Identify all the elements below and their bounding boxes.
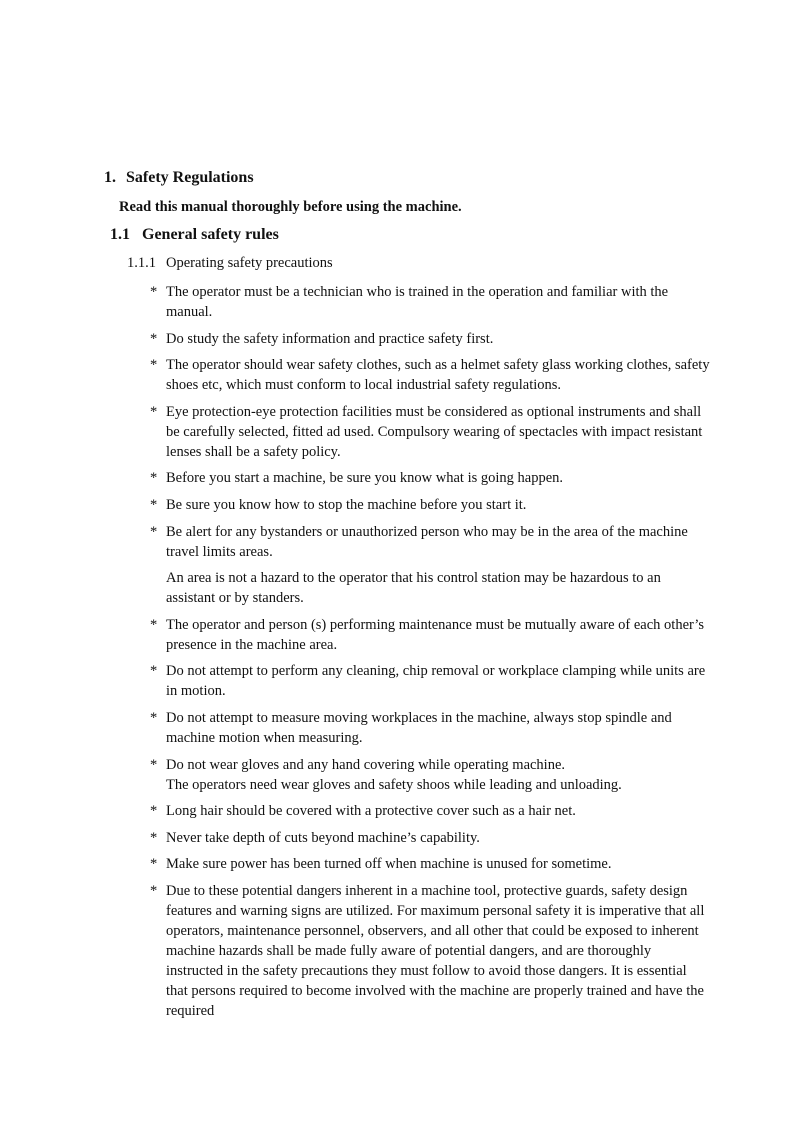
rule-text: Eye protection-eye protection facilities must be considered as optional instruments and shall be carefully selected, fitted ad used. Compulsory wearing of spectacles with impact resistant lenses shall be a safety policy. [166,403,703,460]
safety-rules-list [150,282,710,1028]
rule-text: The operator and person (s) performing maintenance must be mutually aware of each other’s presence in the machine area. [166,616,705,653]
bullet-asterisk: * [150,856,158,873]
rule-text: Do study the safety information and practice safety first. [166,330,494,347]
rule-second-line: The operators need wear gloves and safety shoos while leading and unloading. [166,776,622,793]
list-item [150,661,710,701]
rule-text: The operator should wear safety clothes, such as a helmet safety glass working clothes, safety shoes etc, which must conform to local industrial safety regulations. [166,357,710,394]
section-number: 1. [104,169,116,186]
section-intro: Read this manual thoroughly before using the machine. [119,199,462,215]
bullet-asterisk: * [150,616,158,633]
list-item [150,881,710,1021]
list-item [150,282,710,322]
bullet-asterisk: * [150,882,158,899]
bullet-asterisk: * [150,829,158,846]
bullet-asterisk: * [150,709,158,726]
subsection-title: General safety rules [142,226,279,243]
bullet-asterisk: * [150,803,158,820]
bullet-asterisk: * [150,663,158,680]
rule-text: Long hair should be covered with a protective cover such as a hair net. [166,803,576,820]
bullet-asterisk: * [150,756,158,773]
list-item [150,522,710,609]
section-title: Safety Regulations [126,169,254,186]
list-item [150,755,710,795]
list-item [150,801,710,821]
list-item [150,854,710,874]
rule-text: Make sure power has been turned off when machine is unused for sometime. [166,856,612,873]
list-item [150,615,710,655]
subsubsection-number: 1.1.1 [127,255,156,271]
rule-text: Do not wear gloves and any hand covering while operating machine. [166,756,566,773]
rule-note: An area is not a hazard to the operator that his control station may be hazardous to an assistant or by standers. [166,570,661,607]
rule-text: Do not attempt to perform any cleaning, chip removal or workplace clamping while units are in motion. [166,663,706,700]
list-item [150,495,710,515]
list-item [150,355,710,395]
rule-text: Do not attempt to measure moving workplaces in the machine, always stop spindle and machine motion when measuring. [166,709,672,746]
rule-text: Due to these potential dangers inherent in a machine tool, protective guards, safety design features and warning signs are utilized. For maximum personal safety it is imperative that all operators, maintenance personnel, observers, and all other that could be exposed to inherent machine hazards shall be made fully aware of potential dangers, and are thoroughly instructed in the safety precautions they must follow to avoid those dangers. It is essential that persons required to become involved with the machine are properly trained and have the required [166,882,705,1019]
list-item [150,708,710,748]
section-heading [104,169,254,187]
rule-text: Never take depth of cuts beyond machine’s capability. [166,829,480,846]
subsection-heading [110,226,279,244]
list-item [150,402,710,462]
list-item [150,468,710,488]
bullet-asterisk: * [150,403,158,420]
rule-text: Before you start a machine, be sure you know what is going happen. [166,470,564,487]
bullet-asterisk: * [150,470,158,487]
bullet-asterisk: * [150,496,158,513]
subsubsection-title: Operating safety precautions [166,255,333,271]
list-item [150,329,710,349]
rule-text: The operator must be a technician who is trained in the operation and familiar with the manual. [166,284,669,320]
bullet-asterisk: * [150,523,158,540]
bullet-asterisk: * [150,330,158,347]
bullet-asterisk: * [150,284,158,300]
rule-text: Be alert for any bystanders or unauthorized person who may be in the area of the machine travel limits areas. [166,523,688,560]
subsubsection-heading [127,255,333,272]
subsection-number: 1.1 [110,226,130,243]
bullet-asterisk: * [150,357,158,374]
list-item [150,828,710,848]
rule-text: Be sure you know how to stop the machine before you start it. [166,496,527,513]
